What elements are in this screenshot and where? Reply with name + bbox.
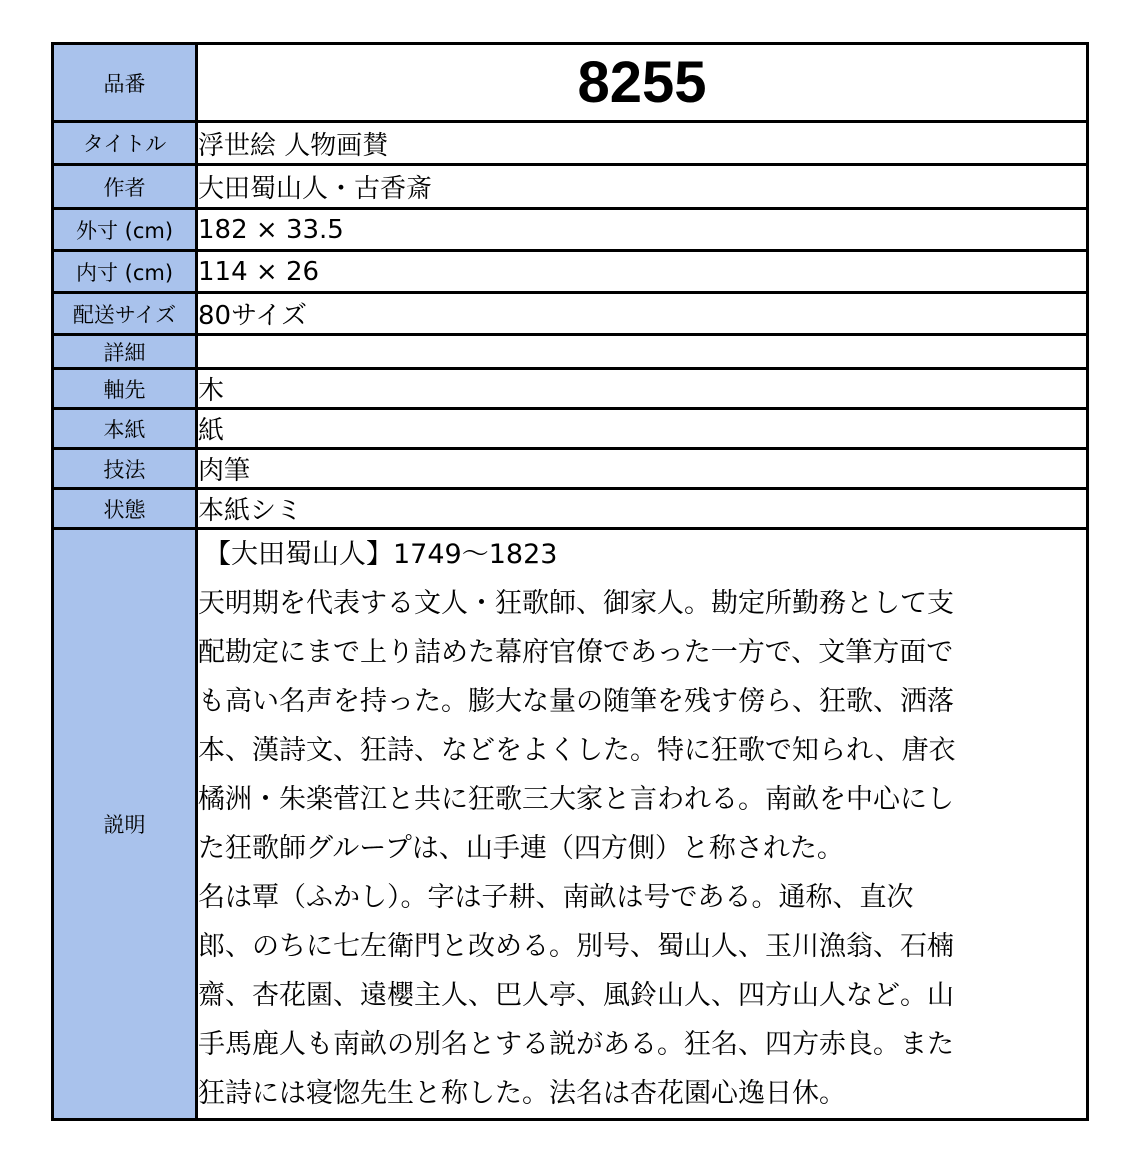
spec-row-inner-size [53, 251, 1088, 293]
item-number-label: 品番 [53, 44, 197, 122]
description-line: た狂歌師グループは、山手連（四方側）と称された。 [198, 833, 844, 864]
roller-end-value: 木 [197, 369, 1088, 409]
description-line: 郎、のちに七左衛門と改める。別号、蜀山人、玉川漁翁、石楠 [198, 931, 954, 962]
spec-row-technique [53, 449, 1088, 489]
description-line: 天明期を代表する文人・狂歌師、御家人。勘定所勤務として支 [198, 588, 954, 619]
technique-value: 肉筆 [197, 449, 1088, 489]
description-line: 名は覃（ふかし）。字は子耕、南畝は号である。通称、直次 [198, 882, 914, 913]
spec-row-base-material [53, 409, 1088, 449]
shipping-size-value: 80サイズ [197, 293, 1088, 335]
outer-size-value: 182 × 33.5 [197, 209, 1088, 251]
shipping-size-label: 配送サイズ [53, 293, 197, 335]
description-line: 手馬鹿人も南畝の別名とする説がある。狂名、四方赤良。また [198, 1029, 954, 1060]
details-label: 詳細 [53, 335, 197, 369]
description-line: も高い名声を持った。膨大な量の随筆を残す傍ら、狂歌、洒落 [198, 686, 954, 717]
details-value [197, 335, 1088, 369]
item-number-value: 8255 [197, 44, 1088, 122]
inner-size-value: 114 × 26 [197, 251, 1088, 293]
description-heading: 【大田蜀山人】1749〜1823 [204, 539, 558, 570]
condition-value: 本紙シミ [197, 489, 1088, 529]
description-line: 齋、杏花園、遠櫻主人、巴人亭、風鈴山人、四方山人など。山 [198, 980, 954, 1011]
description-value [197, 529, 1088, 1120]
spec-row-description [53, 529, 1088, 1120]
outer-size-label: 外寸 (cm) [53, 209, 197, 251]
spec-row-outer-size [53, 209, 1088, 251]
base-material-label: 本紙 [53, 409, 197, 449]
title-label: タイトル [53, 122, 197, 165]
description-line: 配勘定にまで上り詰めた幕府官僚であった一方で、文筆方面で [198, 637, 954, 668]
condition-label: 状態 [53, 489, 197, 529]
technique-label: 技法 [53, 449, 197, 489]
description-line: 本、漢詩文、狂詩、などをよくした。特に狂歌で知られ、唐衣 [198, 735, 956, 766]
roller-end-label: 軸先 [53, 369, 197, 409]
spec-row-roller-end [53, 369, 1088, 409]
description-paragraph-2 [198, 873, 1086, 1118]
description-paragraph-1 [198, 579, 1086, 873]
spec-row-shipping-size [53, 293, 1088, 335]
product-spec-table [51, 42, 1089, 1121]
author-label: 作者 [53, 165, 197, 209]
base-material-value: 紙 [197, 409, 1088, 449]
author-value: 大田蜀山人・古香斎 [197, 165, 1088, 209]
title-value: 浮世絵 人物画賛 [197, 122, 1088, 165]
spec-row-title [53, 122, 1088, 165]
spec-row-author [53, 165, 1088, 209]
description-label: 説明 [53, 529, 197, 1120]
description-line: 橘洲・朱楽菅江と共に狂歌三大家と言われる。南畝を中心にし [198, 784, 954, 815]
description-line: 狂詩には寝惚先生と称した。法名は杏花園心逸日休。 [198, 1078, 846, 1109]
spec-row-condition [53, 489, 1088, 529]
inner-size-label: 内寸 (cm) [53, 251, 197, 293]
spec-row-item-number [53, 44, 1088, 122]
spec-row-details [53, 335, 1088, 369]
